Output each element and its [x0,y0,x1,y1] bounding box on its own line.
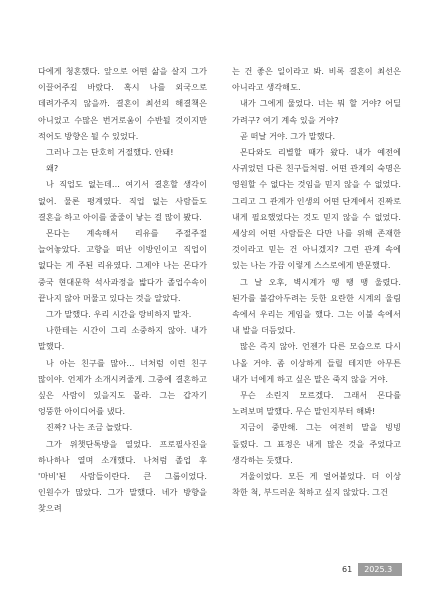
paragraph: 나 아는 친구를 많아… 너처럼 이런 친구 많이야. 언제가 소개시켜줄게. 그중에 결혼하고 싶은 사람이 있을지도 몰라. 그는 갑자기 엉뚱한 아이디어를 냈다. [38,357,207,417]
paragraph: 나 직업도 없는데… 여기서 결혼할 생각이 없어. 물론 평계였다. 직업 없는 사람들도 결혼을 하고 아이를 줄줄이 낳는 걸 많이 봤다. [38,179,207,222]
paragraph: 곧 떠날 거야. 그가 말했다. [240,130,336,141]
page-footer [342,563,402,576]
paragraph: 는 건 좋은 일이라고 봐. 비록 결혼이 최선은 아니라고 생각해도. [232,66,401,93]
paragraph: 많은 즉지 않아. 언젠가 다른 모습으로 다시 나올 거야. 좀 이상하게 들릴 테지만 아무튼 내가 너에게 하고 싶은 말은 죽지 않을 거야. [232,341,401,384]
paragraph: 몬다는 계속해서 리유를 주절주절 늘어놓았다. 고향을 떠난 이방인이고 직업이 없다는 게 주된 리유였다. 그제야 나는 몬다가 중국 현대문학 석사과정을 밟다가 졸업수속이 끝나지 않아 머물고 있다는 것을 알았다. [38,228,207,303]
paragraph: 그러나 그는 단호히 거절했다. 안돼! [46,147,174,158]
paragraph: 그 날 오후, 벽시계가 땡 땡 땡 울렸다. 된가를 불감아두려는 듯한 요란한 시계의 울림 속에서 우리는 게임을 했다. 그는 이불 속에서 내 발을 더듬었다. [232,276,401,336]
right-column [232,63,401,500]
paragraph: 몬다와도 리별할 때가 왔다. 내가 예전에 사귀었던 다른 친구들처럼. 어떤 관계의 숙명은 영원할 수 없다는 것임을 믿지 않을 수 없었다. 그리고 그 관계가 인생의 어떤 단계에서 진짜로 내게 필요했었다는 것도 믿지 않을 수 없었다. 세상의 어떤 사람들은 다만 나를 위해 존재한 것이라고 믿는 건 아니겠지? 그런 관계 속에 있는 나는 가끔 이렇게 스스로에게 반문했다. [232,147,401,271]
paragraph: 무슨 소린지 모르겠다. 그래서 몬다를 노려보며 말했다. 무슨 말인지부터 해봐! [232,390,401,417]
paragraph: 나한테는 시간이 그리 소중하지 않아. 내가 말했다. [38,325,207,352]
paragraph: 진짜? 나는 조금 놀랐다. [46,422,133,433]
paragraph: 지금이 중만해. 그는 여전히 말을 빙빙 돌렸다. 그 표정은 내게 많은 것을 주었다고 생각하는 듯했다. [232,422,401,465]
paragraph: 내가 그에게 물었다. 너는 뭐 할 거야? 어딜 가려구? 여기 계속 있을 거야? [232,98,401,125]
left-column [38,63,207,517]
issue-badge: 2025.3 [358,563,402,576]
paragraph: 다에게 청혼했다. 앞으로 어떤 삶을 살지 그가 이끌어주길 바랐다. 혹시 나를 외국으로 데려가주지 않을까. 결혼이 최선의 해결책은 아니었고 수많은 번거로움이 수반될 것이지만 적어도 방향은 될 수 있었다. [38,66,207,141]
paragraph: 그가 위챗단톡방을 열었다. 프로필사진을 하나하나 열며 소개했다. 나처럼 졸업 후 '마비'된 사람들이란다. 큰 그룹이었다. 인원수가 많았다. 그가 말했다. 네가 방향을 찾으려 [38,438,207,514]
paragraph: 왜? [46,163,59,174]
page-number: 61 [342,565,353,574]
paragraph: 그가 말했다. 우리 시간을 랑비하지 말자. [46,309,192,320]
paragraph: 겨울이었다. 모든 게 얼어붙었다. 더 이상 착한 척, 부드러운 척하고 싶지 않았다. 그건 [232,471,401,498]
